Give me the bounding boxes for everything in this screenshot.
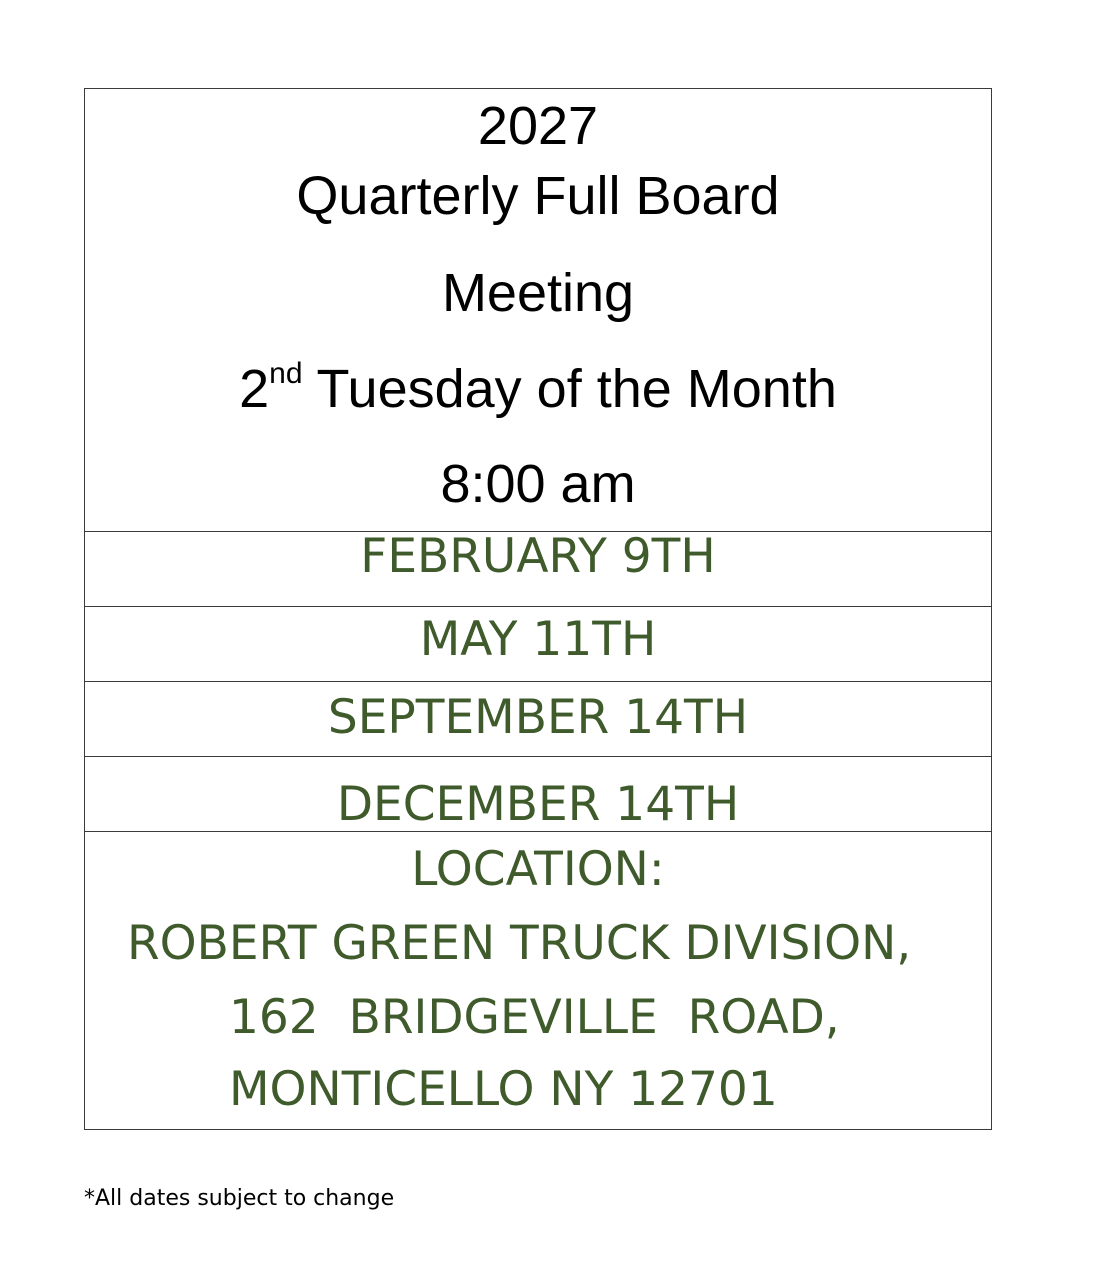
date-text: DECEMBER 14TH xyxy=(336,777,740,832)
header-cell xyxy=(85,89,991,532)
schedule-table xyxy=(84,88,992,1130)
location-label: LOCATION: xyxy=(411,842,665,897)
meeting-title: Quarterly Full Board xyxy=(296,166,780,226)
year-heading: 2027 xyxy=(477,96,599,156)
meeting-time: 8:00 am xyxy=(440,454,636,514)
date-row xyxy=(85,757,991,832)
location-line-1: ROBERT GREEN TRUCK DIVISION, xyxy=(127,916,912,971)
meeting-day xyxy=(85,358,991,420)
date-row xyxy=(85,607,991,682)
location-line-3: MONTICELLO NY 12701 xyxy=(229,1062,778,1117)
day-rest: Tuesday of the Month xyxy=(302,359,837,419)
date-text: MAY 11TH xyxy=(419,612,657,667)
location-line-2: 162 BRIDGEVILLE ROAD, xyxy=(229,990,840,1045)
meeting-subtitle: Meeting xyxy=(441,263,635,323)
footnote: *All dates subject to change xyxy=(84,1186,395,1211)
day-number: 2 xyxy=(239,359,270,419)
location-cell xyxy=(85,832,991,1129)
day-suffix: nd xyxy=(269,357,303,390)
date-text: FEBRUARY 9TH xyxy=(360,532,716,584)
date-text: SEPTEMBER 14TH xyxy=(327,690,749,745)
date-row xyxy=(85,682,991,757)
date-row xyxy=(85,532,991,607)
